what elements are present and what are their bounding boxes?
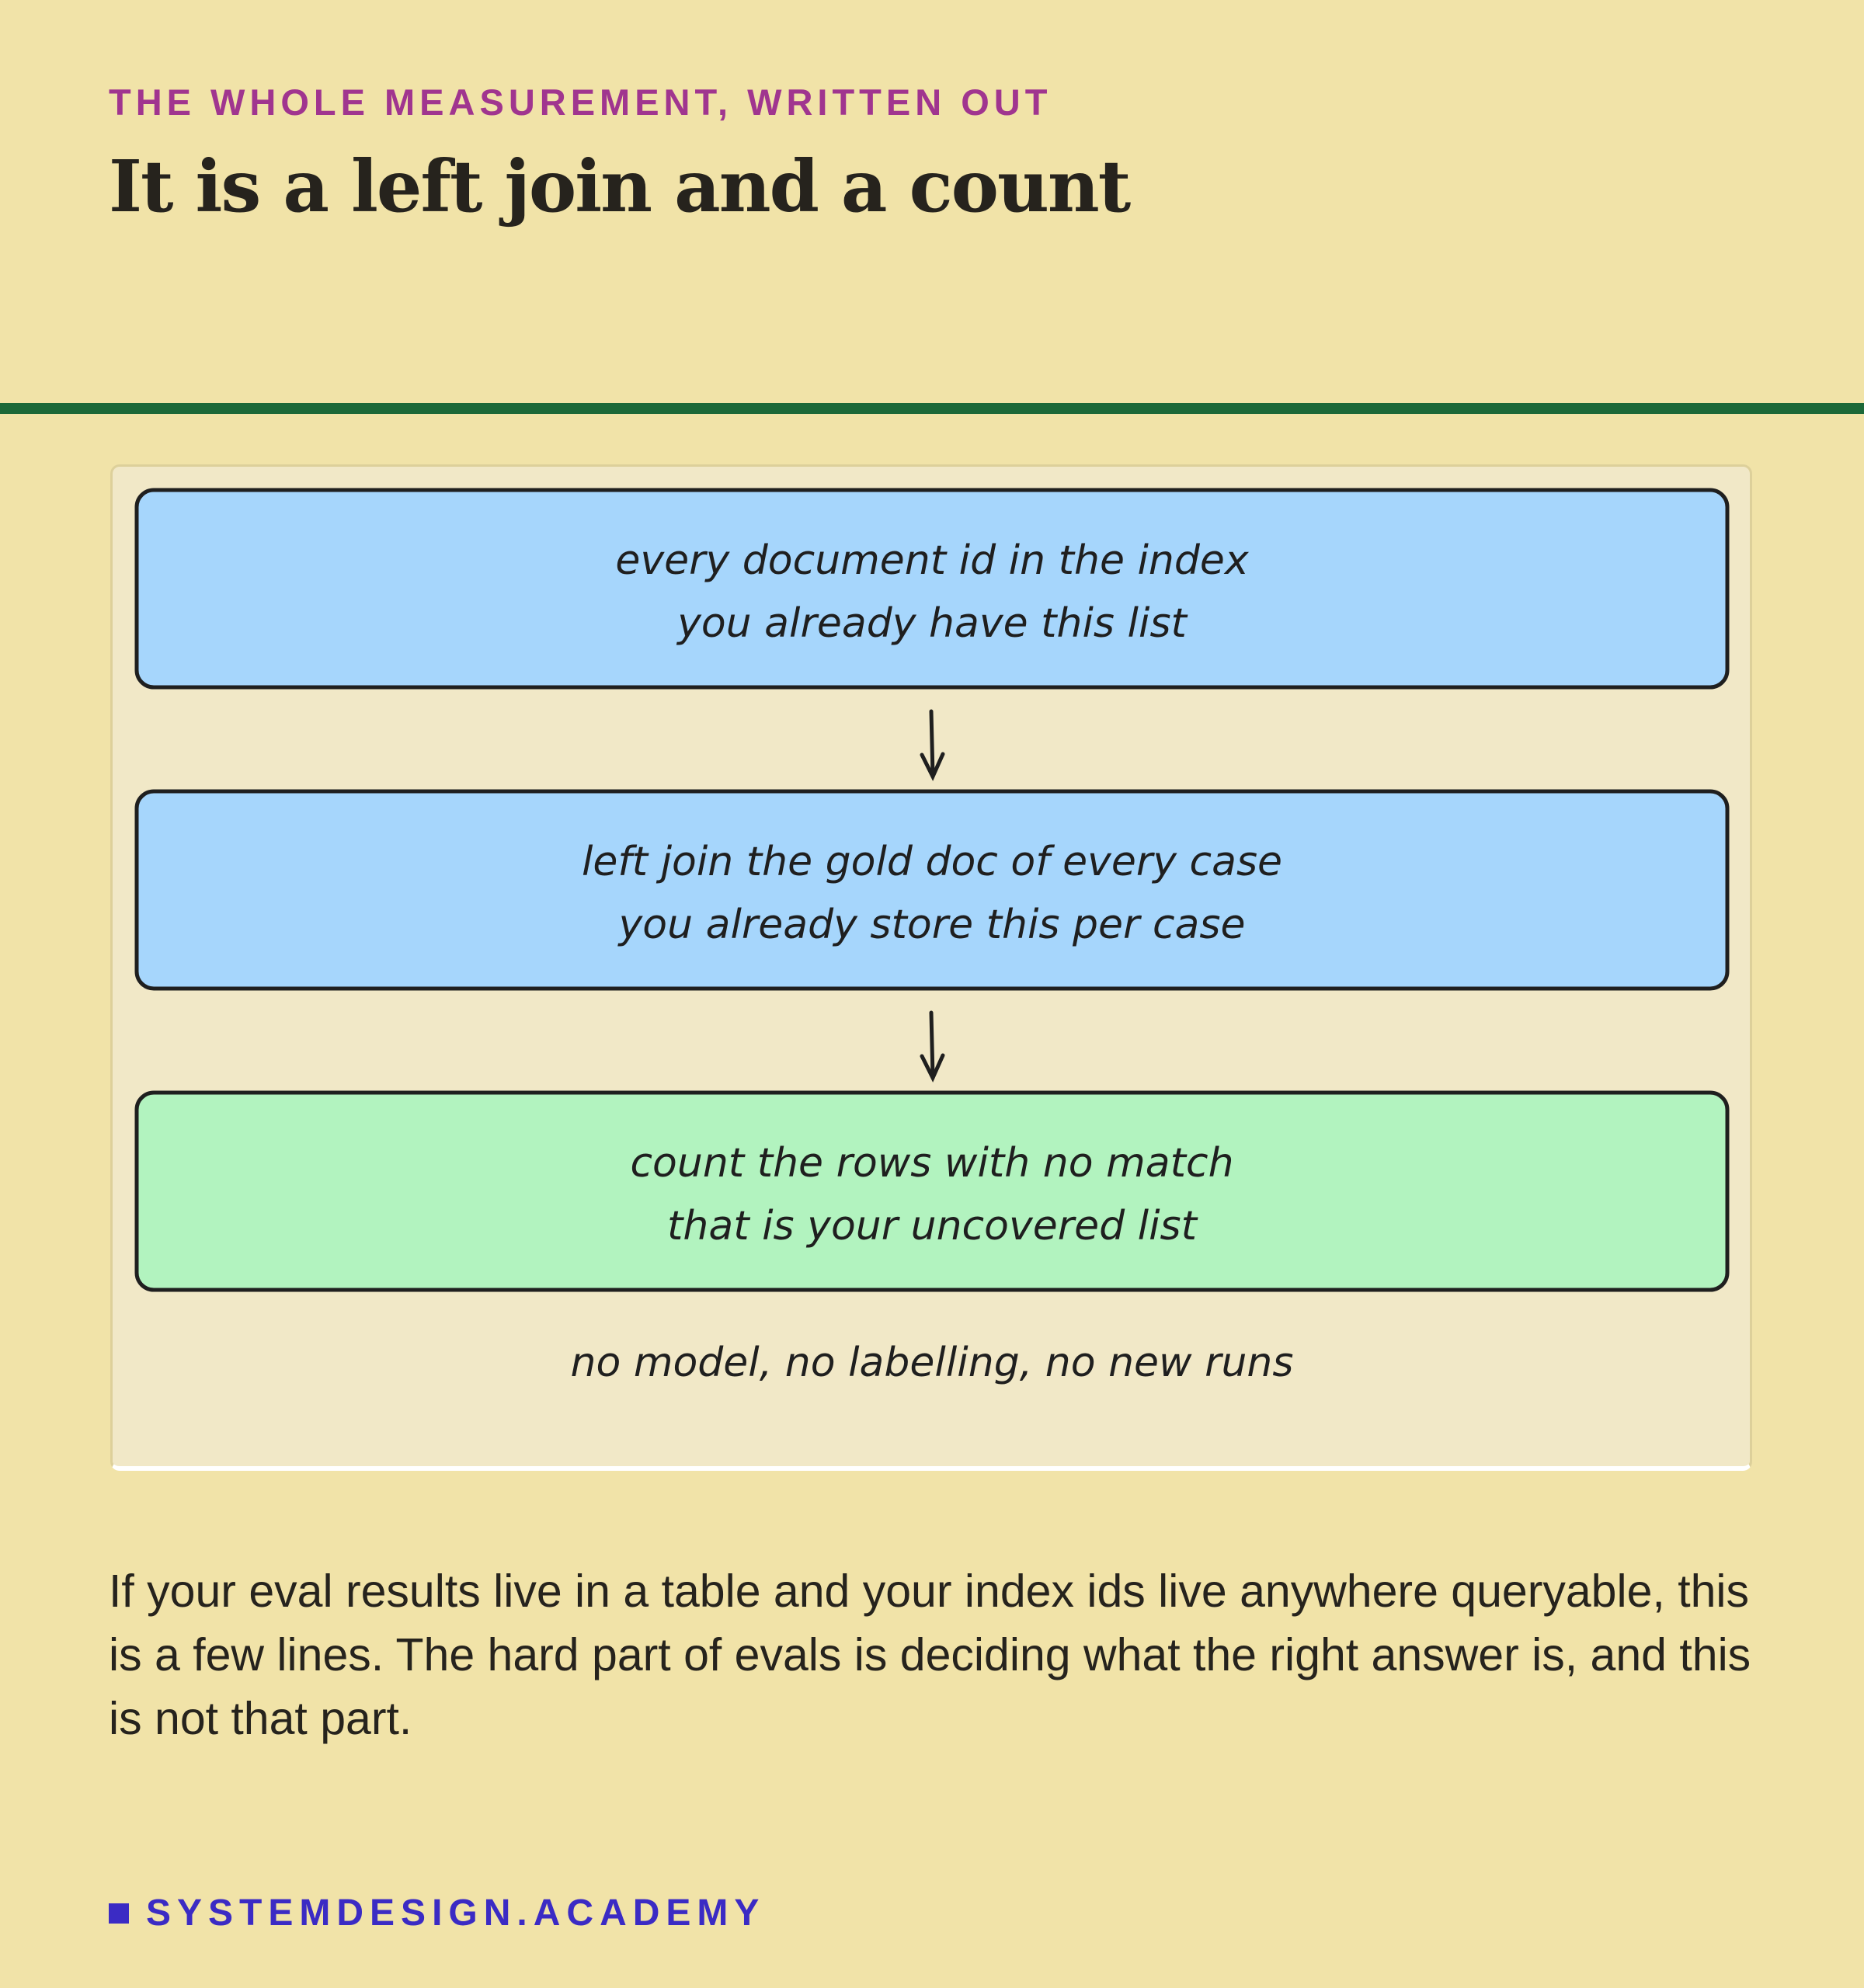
brand-footer[interactable] [109, 1892, 765, 1934]
step-2-line-1: left join the gold doc of every case [581, 839, 1283, 885]
step-box-2 [137, 791, 1727, 989]
step-2-shape [137, 791, 1727, 989]
arrow-down-icon [922, 711, 943, 777]
brand-name: SYSTEMDESIGN.ACADEMY [146, 1892, 766, 1934]
square-icon [109, 1903, 129, 1924]
eyebrow-label: THE WHOLE MEASUREMENT, WRITTEN OUT [109, 82, 1052, 123]
body-paragraph: If your eval results live in a table and your index ids live anywhere queryable, this is a few lines. The hard part of evals is deciding what the right answer is, and this is not that part. [109, 1566, 1751, 1744]
step-1-line-2: you already have this list [677, 600, 1187, 647]
step-3-line-2: that is your uncovered list [666, 1203, 1198, 1249]
step-3-shape [137, 1093, 1727, 1290]
page-title: It is a left join and a count [109, 144, 1130, 228]
step-box-1 [137, 490, 1727, 687]
step-2-line-2: you already store this per case [618, 902, 1246, 948]
step-1-line-1: every document id in the index [615, 537, 1249, 584]
step-3-line-1: count the rows with no match [630, 1140, 1234, 1187]
step-box-3 [137, 1093, 1727, 1290]
arrow-down-icon [922, 1013, 943, 1078]
step-1-shape [137, 490, 1727, 687]
diagram-footnote: no model, no labelling, no new runs [570, 1340, 1294, 1386]
